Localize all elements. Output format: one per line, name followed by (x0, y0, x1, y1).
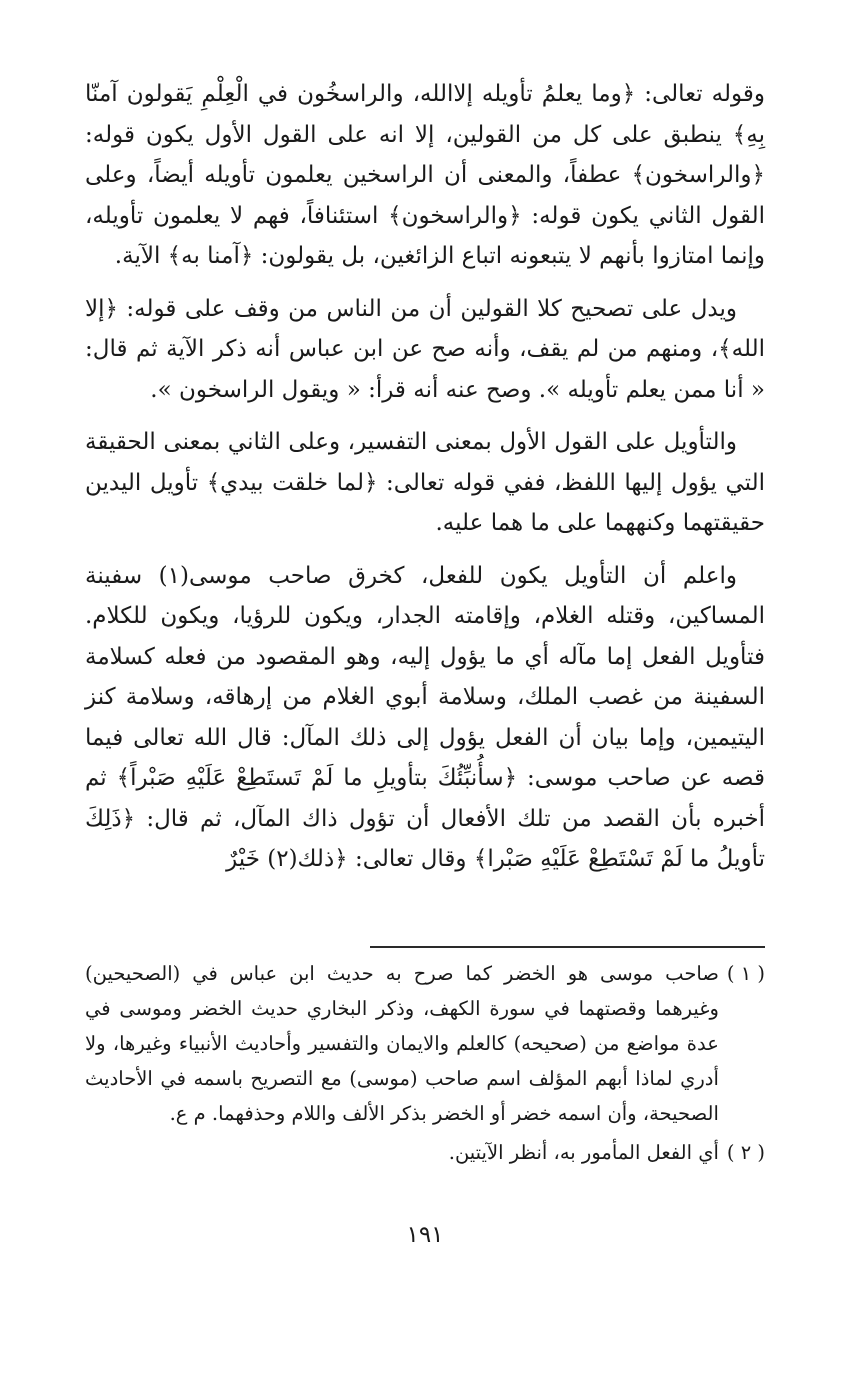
footnote-text: أي الفعل المأمور به، أنظر الآيتين. (448, 1141, 719, 1164)
footnotes (85, 956, 765, 1174)
paragraph-4: واعلم أن التأويل يكون للفعل، كخرق صاحب موسى(١) سفينة المساكين، وقتله الغلام، وإقامته الجدار، ويكون للرؤيا، ويكون للكلام. فتأويل الفعل إما مآله أي ما يؤول إليه، وهو المقصود من فعله كسلامة السفينة من غصب الملك، وسلامة أبوي الغلام من إرهاقه، وسلامة كنز اليتيمين، وإما بيان أن الفعل يؤول إلى ذلك المآل: قال الله تعالى فيما قصه عن صاحب موسى: ﴿سأُنبِّئُكَ بتأويلِ ما لَمْ تَستَطِعْ عَلَيْهِ صَبْراً﴾ ثم أخبره بأن القصد من تلك الأفعال أن تؤول ذاك المآل، ثم قال: ﴿ذَلِكَ تأويلُ ما لَمْ تَسْتَطِعْ عَلَيْهِ صَبْرا﴾ وقال تعالى: ﴿ذلك(٢) خَيْرٌ (85, 562, 765, 872)
page-number: ١٩١ (406, 1222, 444, 1248)
footnote-2 (85, 1135, 765, 1170)
footnote-1 (85, 956, 765, 1131)
footnote-number: ( ١ ) (726, 962, 765, 985)
footnote-text: صاحب موسى هو الخضر كما صرح به حديث ابن عباس في (الصحيحين) وغيرهما وقصتهما في سورة الكهف، وذكر البخاري حديث الخضر وموسى في عدة مواضع من (صحيحه) كالعلم والايمان والتفسير وأحاديث الأنبياء وغيرها، ولا أدري لماذا أبهم المؤلف اسم صاحب (موسى) مع التصريح باسمه في الأحاديث الصحيحة، وأن اسمه خضر أو الخضر بذكر الألف واللام وحذفهما. م ع. (85, 962, 719, 1125)
paragraph-3: والتأويل على القول الأول بمعنى التفسير، وعلى الثاني بمعنى الحقيقة التي يؤول إليها اللفظ، ففي قوله تعالى: ﴿لما خلقت بيدي﴾ تأويل اليدين حقيقتهما وكنههما على ما هما عليه. (85, 429, 765, 536)
footnote-separator (370, 946, 765, 948)
paragraph-2: ويدل على تصحيح كلا القولين أن من الناس من وقف على قوله: ﴿إلا الله﴾، ومنهم من لم يقف، وأنه صح عن ابن عباس أنه ذكر الآية ثم قال: « أنا ممن يعلم تأويله ». وصح عنه أنه قرأ: « ويقول الراسخون ». (85, 295, 765, 403)
main-text (85, 74, 765, 880)
footnote-number: ( ٢ ) (726, 1141, 765, 1164)
paragraph-1: وقوله تعالى: ﴿وما يعلمُ تأويله إلاالله، والراسخُون في الْعِلْمِ يَقولون آمنّا بِهِ﴾ ينطبق على كل من القولين، إلا انه على القول الأول يكون قوله: ﴿والراسخون﴾ عطفاً، والمعنى أن الراسخين يعلمون تأويله أيضاً، وعلى القول الثاني يكون قوله: ﴿والراسخون﴾ استئنافاً، فهم لا يعلمون تأويله، وإنما امتازوا بأنهم لا يتبعونه اتباع الزائغين، بل يقولون: ﴿آمنا به﴾ الآية. (85, 81, 765, 269)
